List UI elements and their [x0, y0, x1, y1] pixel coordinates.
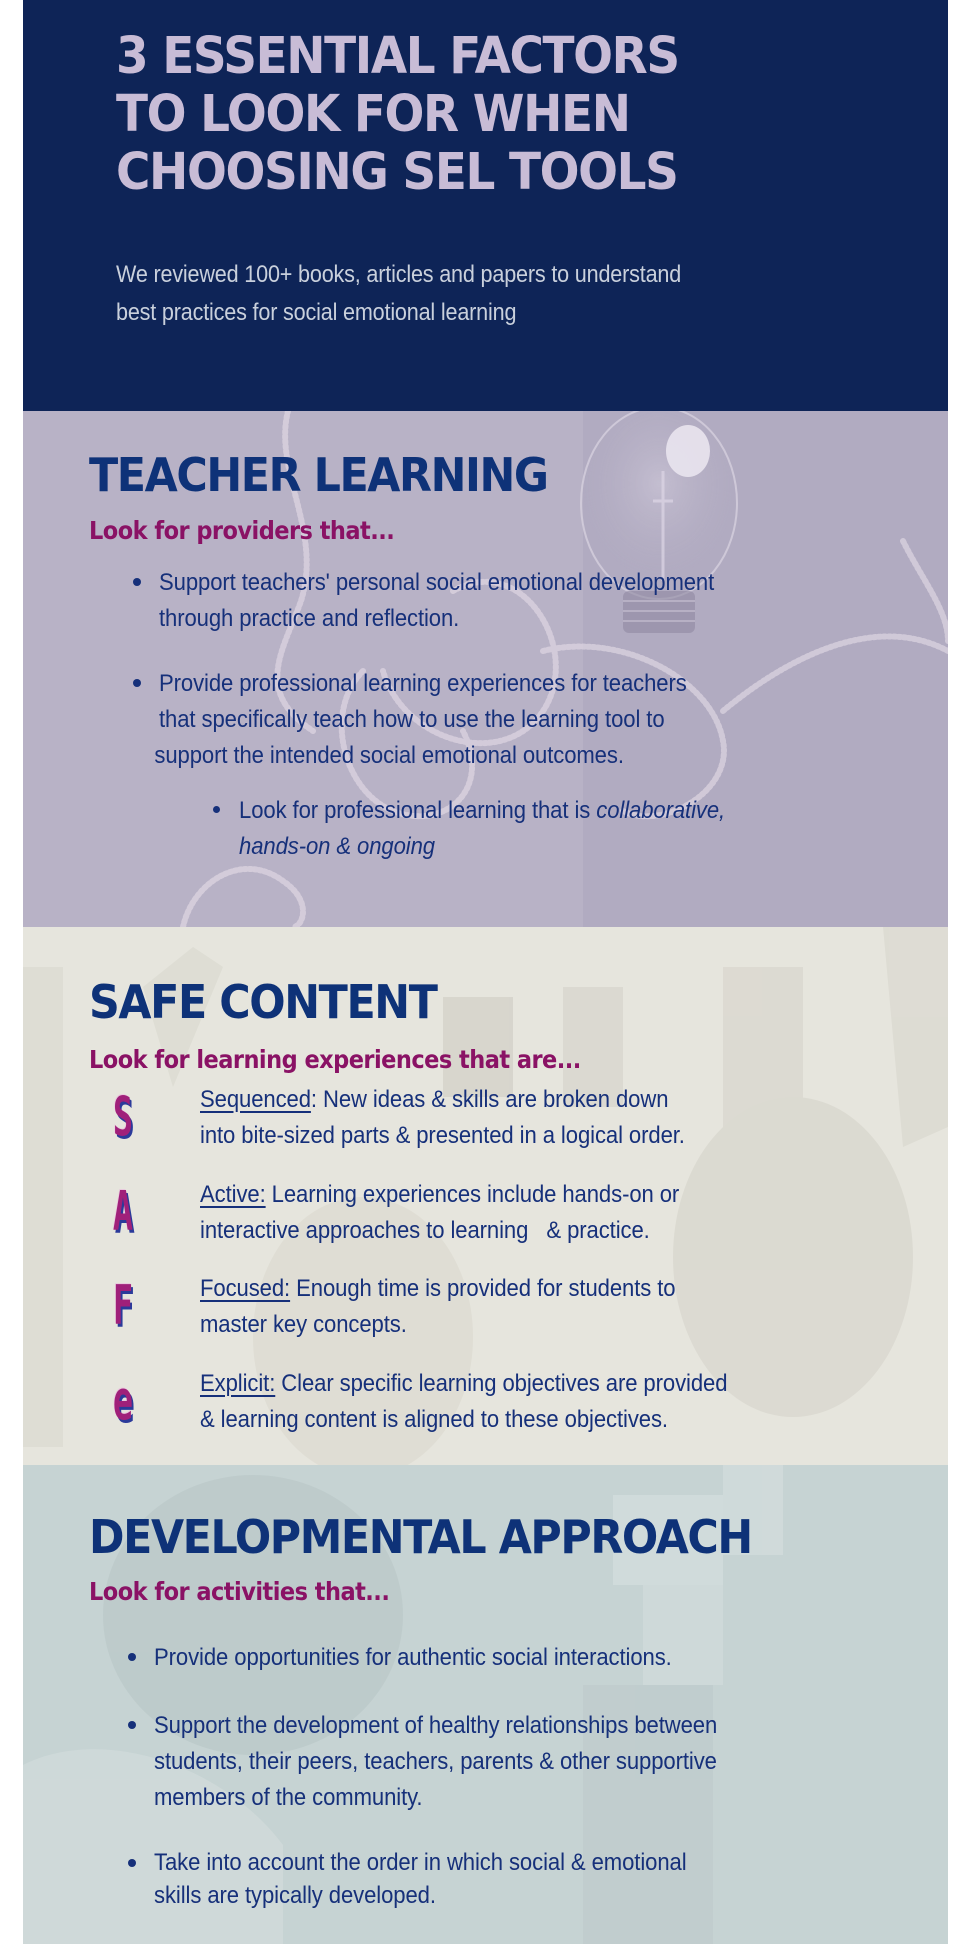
- section-heading: TEACHER LEARNING: [89, 448, 548, 502]
- section-heading: DEVELOPMENTAL APPROACH: [89, 1510, 752, 1564]
- term-label: Explicit:: [200, 1370, 276, 1397]
- section-developmental-approach: DEVELOPMENTAL APPROACH Look for activities that... Provide opportunities for authentic social interactions. Support the development of healthy relationships between students, their peers, teachers, parents & other supportive members of the community. Take into account the order in which social & emotional skills are typically developed.: [23, 1465, 948, 1944]
- bullet-icon: [128, 1721, 136, 1729]
- section-subheading: Look for providers that...: [89, 516, 395, 545]
- letter-f-icon: F: [112, 1274, 134, 1337]
- term-label: Active:: [200, 1181, 266, 1208]
- section-heading: SAFE CONTENT: [89, 975, 437, 1029]
- infographic-title: 3 ESSENTIAL FACTORS TO LOOK FOR WHEN CHOOSING SEL TOOLS: [116, 27, 679, 202]
- infographic: [23, 0, 948, 1944]
- term-label: Sequenced: [200, 1086, 311, 1113]
- bullet-icon: [213, 806, 220, 813]
- header-banner: [23, 0, 948, 411]
- bullet-icon: [133, 578, 141, 586]
- bullet-icon: [128, 1859, 136, 1867]
- letter-e-icon: e: [112, 1369, 134, 1432]
- intro-text: We reviewed 100+ books, articles and papers to understand best practices for social emotional learning: [116, 261, 682, 326]
- letter-a-icon: A: [112, 1180, 134, 1243]
- term-label: Focused:: [200, 1275, 291, 1302]
- safe-item-focused: F Focused: Enough time is provided for students to master key concepts.: [103, 1271, 903, 1351]
- safe-item-sequenced: S Sequenced: New ideas & skills are broken down into bite-sized parts & presented in a logical order.: [103, 1082, 903, 1162]
- section-safe-content: [23, 927, 948, 1465]
- safe-item-explicit: e Explicit: Clear specific learning objectives are provided & learning content is aligned to these objectives.: [103, 1366, 903, 1446]
- section-subheading: Look for learning experiences that are...: [89, 1045, 581, 1074]
- section-teacher-learning: TEACHER LEARNING Look for providers that... Support teachers' personal social emotional development through practice and reflection. Provide professional learning experiences for teachers that specifically teach how to use the learning tool to support the intended social emotional outcomes. Look for professional learning that is collaborative, hands-on & ongoing: [23, 411, 948, 927]
- section-subheading: Look for activities that...: [89, 1577, 390, 1606]
- letter-s-icon: S: [112, 1085, 134, 1148]
- safe-item-active: A Active: Learning experiences include hands-on or interactive approaches to learning & practice.: [103, 1177, 903, 1257]
- bullet-icon: [128, 1653, 136, 1661]
- bullet-icon: [133, 679, 141, 687]
